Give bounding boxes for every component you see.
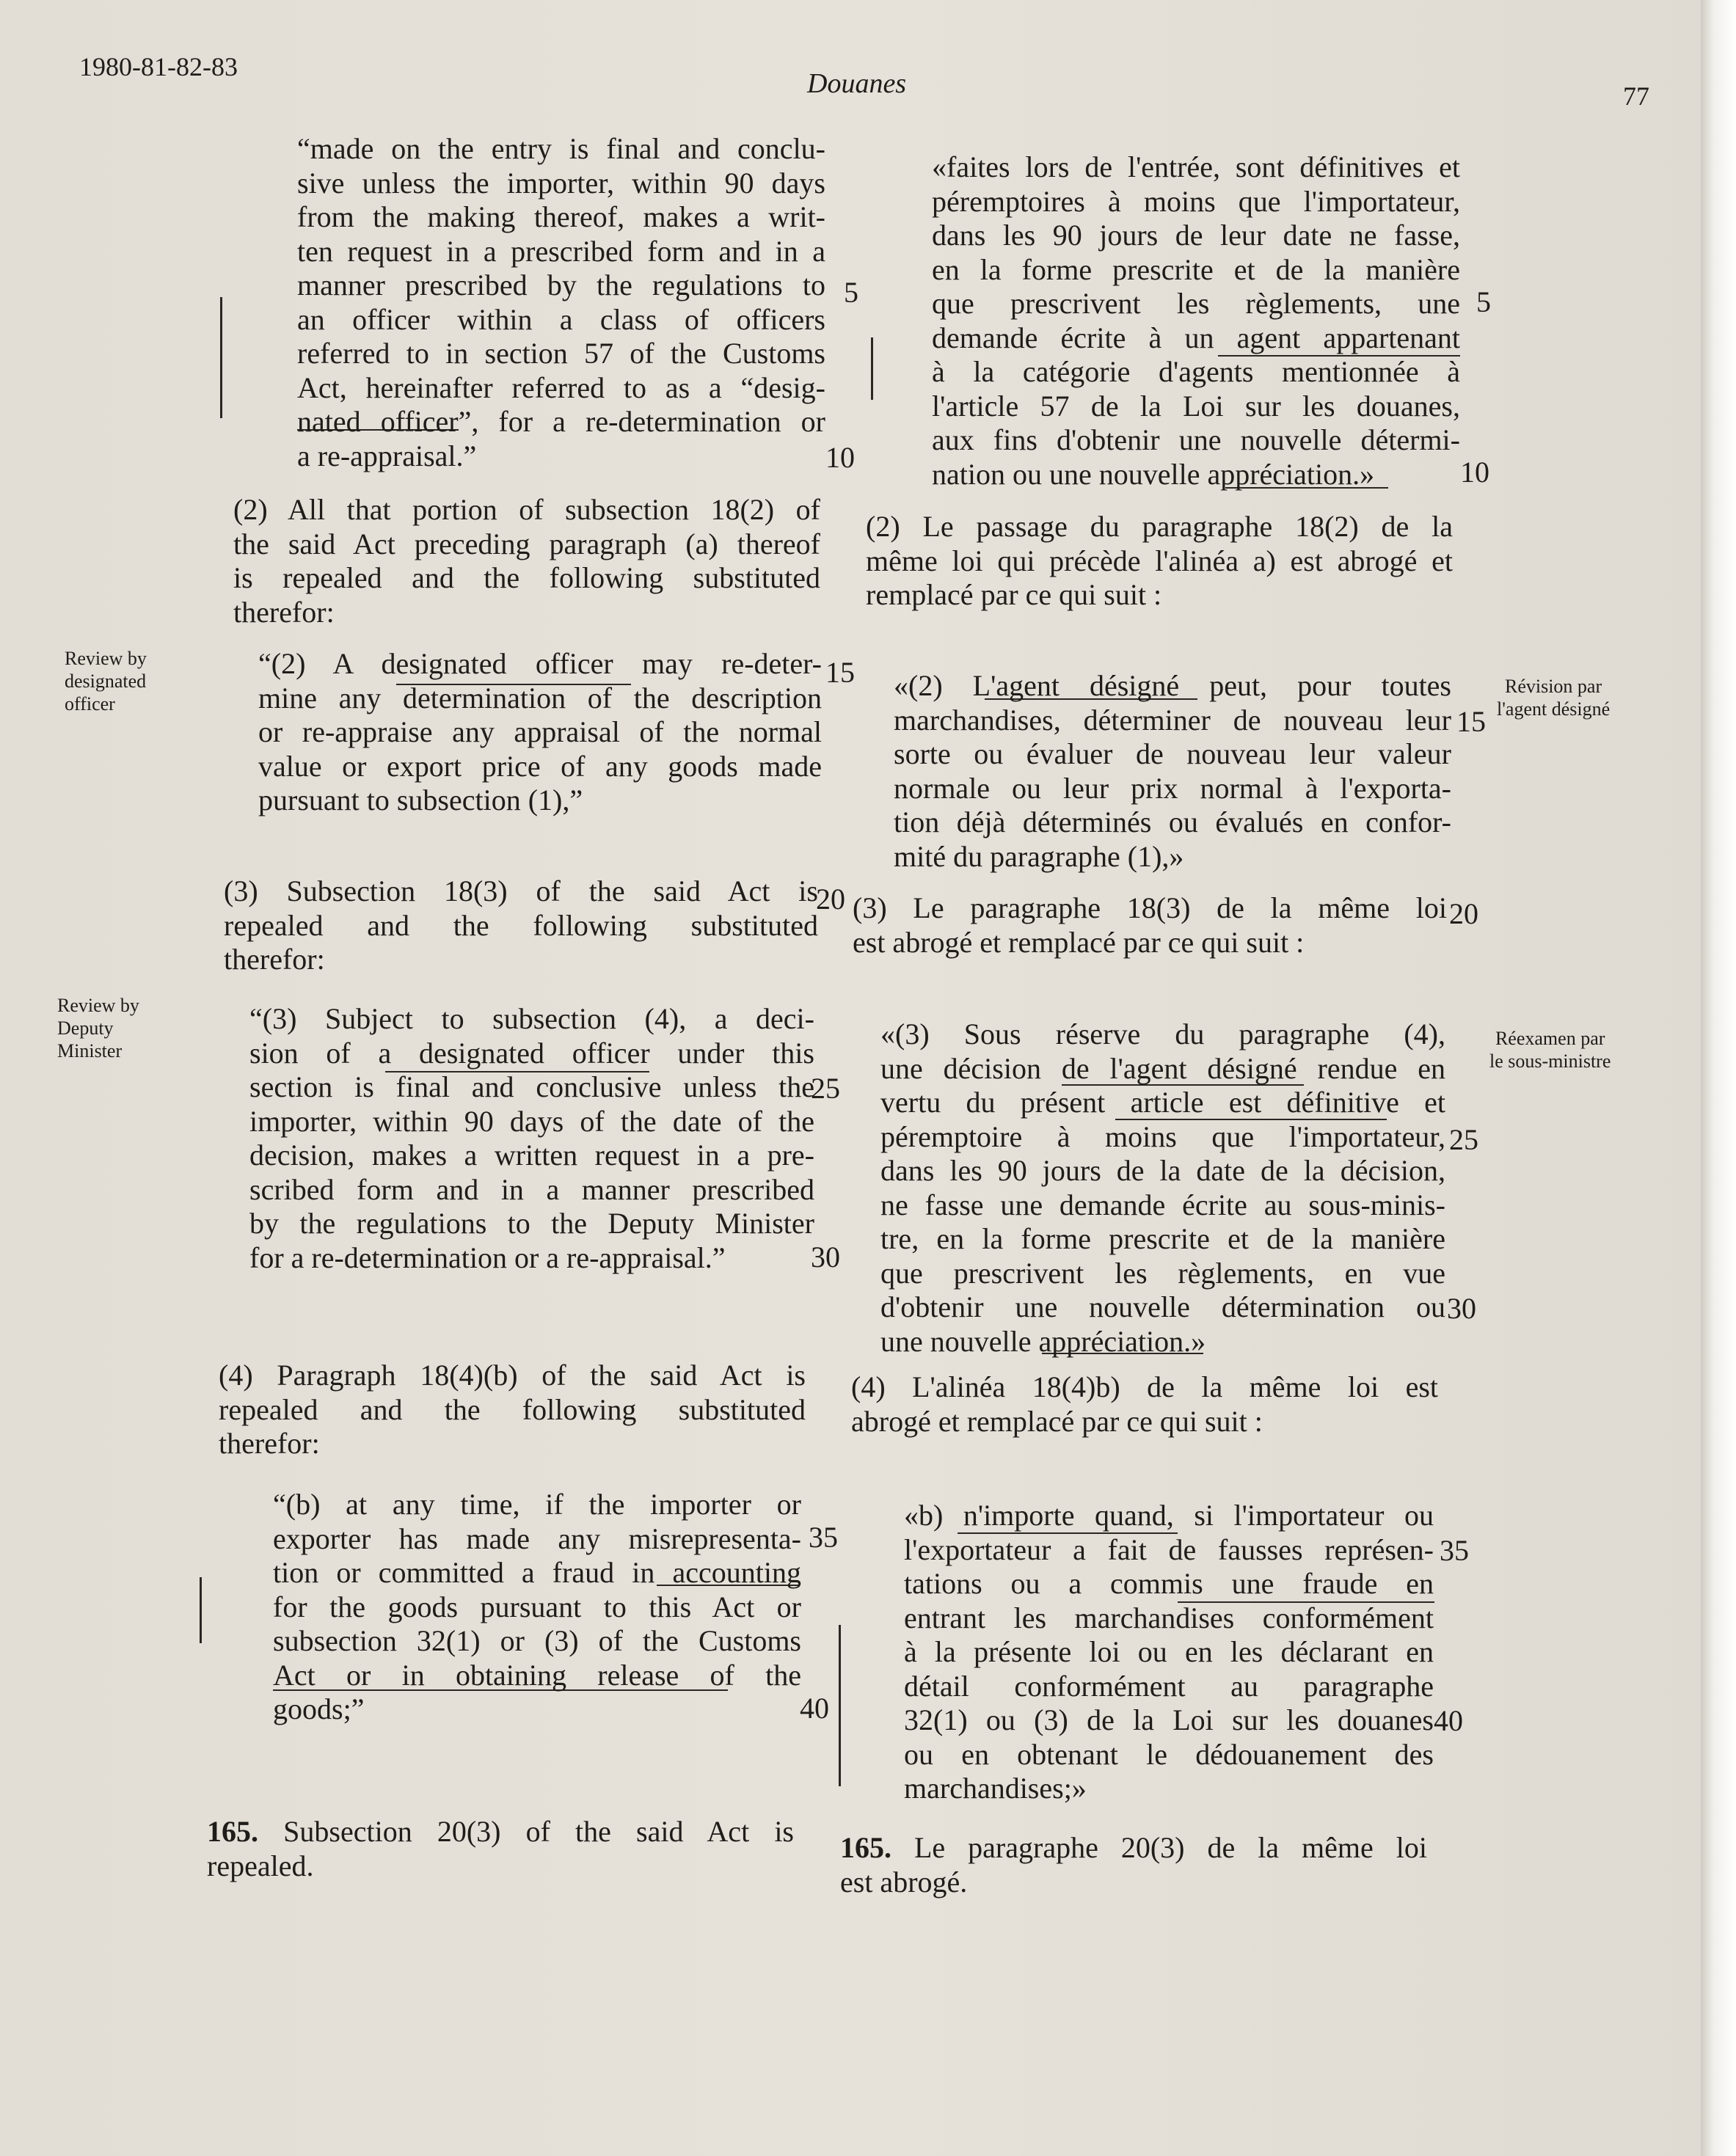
fr-section-165: 165. Le paragraphe 20(3) de la même loi est abrogé.	[840, 1831, 1427, 1899]
fr-sub4-text: «b) n'importe quand, si l'importateur ou l'exportateur a fait de fausses représen- tations ou a commis une fraude en entrant les marchandises conformément à la présente loi ou en les déclarant en détail conformément au paragraphe 32(1) ou (3) de la Loi sur les douanes ou en obtenant le dédouanement des marchandises;»	[904, 1499, 1434, 1805]
line-number: 40	[1434, 1704, 1463, 1737]
fr-sub3-text: «(3) Sous réserve du paragraphe (4), une décision de l'agent désigné rendue en vertu du présent article est définitive et péremptoire à moins que l'importateur, dans les 90 jours de la date de la décision, ne fasse une demande écrite au sous-minis- tre, en la forme prescrite et de la manière que prescrivent les règlements, en vue d'obtenir une nouvelle détermination ou une nouvelle appréciation.»	[880, 1017, 1445, 1358]
line-number: 15	[1456, 705, 1486, 738]
line-number: 20	[816, 883, 845, 916]
margin-note-review-deputy-minister: Review by Deputy Minister	[57, 995, 139, 1061]
line-number: 25	[811, 1072, 840, 1105]
fr-sub2-intro: (2) Le passage du paragraphe 18(2) de la même loi qui précède l'alinéa a) est abrogé et remplacé par ce qui suit :	[866, 510, 1453, 611]
section-number: 165.	[207, 1815, 258, 1848]
fr-sub3-intro: (3) Le paragraphe 18(3) de la même loi est abrogé et remplacé par ce qui suit :	[853, 891, 1447, 959]
en-sub2-intro: (2) All that portion of subsection 18(2) of the said Act preceding paragraph (a) thereof is repealed and the following substituted therefor:	[233, 493, 820, 629]
en-sub2-text: “(2) A designated officer may re-deter- mine any determination of the description or re-appraise any appraisal of the normal value or export price of any goods made pursuant to subsection (1),”	[258, 647, 822, 816]
en-sub3-intro: (3) Subsection 18(3) of the said Act is repealed and the following substituted therefor:	[224, 874, 818, 976]
revision-bar	[220, 297, 222, 418]
page-number: 77	[1623, 81, 1649, 111]
en-section-165: 165. Subsection 20(3) of the said Act is repealed.	[207, 1815, 794, 1882]
fr-sub2-text: «(2) L'agent désigné peut, pour toutes marchandises, déterminer de nouveau leur sorte ou évaluer de nouveau leur valeur normale ou leur prix normal à l'exporta- tion déjà déterminés ou évalués en confor- mité du paragraphe (1),»	[894, 669, 1451, 873]
line-number: 35	[809, 1521, 838, 1554]
book-spine	[1701, 0, 1736, 2156]
en-sub3-text: “(3) Subject to subsection (4), a deci- sion of a designated officer under this section is final and conclusive unless the importer, within 90 days of the date of the decision, makes a written request in a pre- scribed form and in a manner prescribed by the regulations to the Deputy Minister for a re-determination or a re-appraisal.”	[249, 1002, 814, 1274]
line-number: 30	[1447, 1292, 1476, 1325]
margin-note-reexamen-sous-ministre: Réexamen par le sous-ministre	[1489, 1028, 1611, 1072]
fr-sub4-intro: (4) L'alinéa 18(4)b) de la même loi est abrogé et remplacé par ce qui suit :	[851, 1370, 1438, 1438]
line-number: 15	[825, 656, 855, 689]
revision-bar	[871, 337, 873, 400]
section-number: 165.	[840, 1831, 891, 1864]
session-years: 1980-81-82-83	[79, 52, 238, 81]
line-number: 20	[1449, 897, 1478, 930]
revision-bar	[839, 1625, 841, 1786]
revision-bar	[200, 1577, 202, 1643]
line-number: 5	[844, 276, 858, 309]
line-number: 10	[825, 441, 855, 474]
fr-quote-end: «faites lors de l'entrée, sont définitives et péremptoires à moins que l'importateur, dans les 90 jours de leur date ne fasse, en la forme prescrite et de la manière que prescrivent les règlements, une demande écrite à un agent appartenant à la catégorie d'agents mentionnée à l'article 57 de la Loi sur les douanes, aux fins d'obtenir une nouvelle détermi- nation ou une nouvelle appréciation.»	[932, 150, 1460, 491]
margin-note-review-designated-officer: Review by designated officer	[65, 648, 147, 715]
line-number: 5	[1476, 285, 1491, 318]
line-number: 35	[1440, 1534, 1469, 1567]
line-number: 40	[800, 1692, 829, 1725]
line-number: 25	[1449, 1123, 1478, 1156]
line-number: 30	[811, 1240, 840, 1273]
en-sub4-text: “(b) at any time, if the importer or exporter has made any misrepresenta- tion or committed a fraud in accounting for the goods pursuant to this Act or subsection 32(1) or (3) of the Customs Act or in obtaining release of the goods;”	[273, 1488, 801, 1725]
en-quote-end: “made on the entry is final and conclu- sive unless the importer, within 90 days from the making thereof, makes a writ- ten request in a prescribed form and in a manner prescribed by the regulations to an officer within a class of officers referred to in section 57 of the Customs Act, hereinafter referred to as a “desig- nated officer”, for a re-determination or a re-appraisal.”	[297, 132, 825, 472]
running-title: Douanes	[807, 68, 907, 99]
en-sub4-intro: (4) Paragraph 18(4)(b) of the said Act is repealed and the following substituted therefor:	[219, 1359, 806, 1460]
line-number: 10	[1460, 456, 1489, 489]
margin-note-revision-agent: Révision par l'agent désigné	[1497, 676, 1611, 720]
